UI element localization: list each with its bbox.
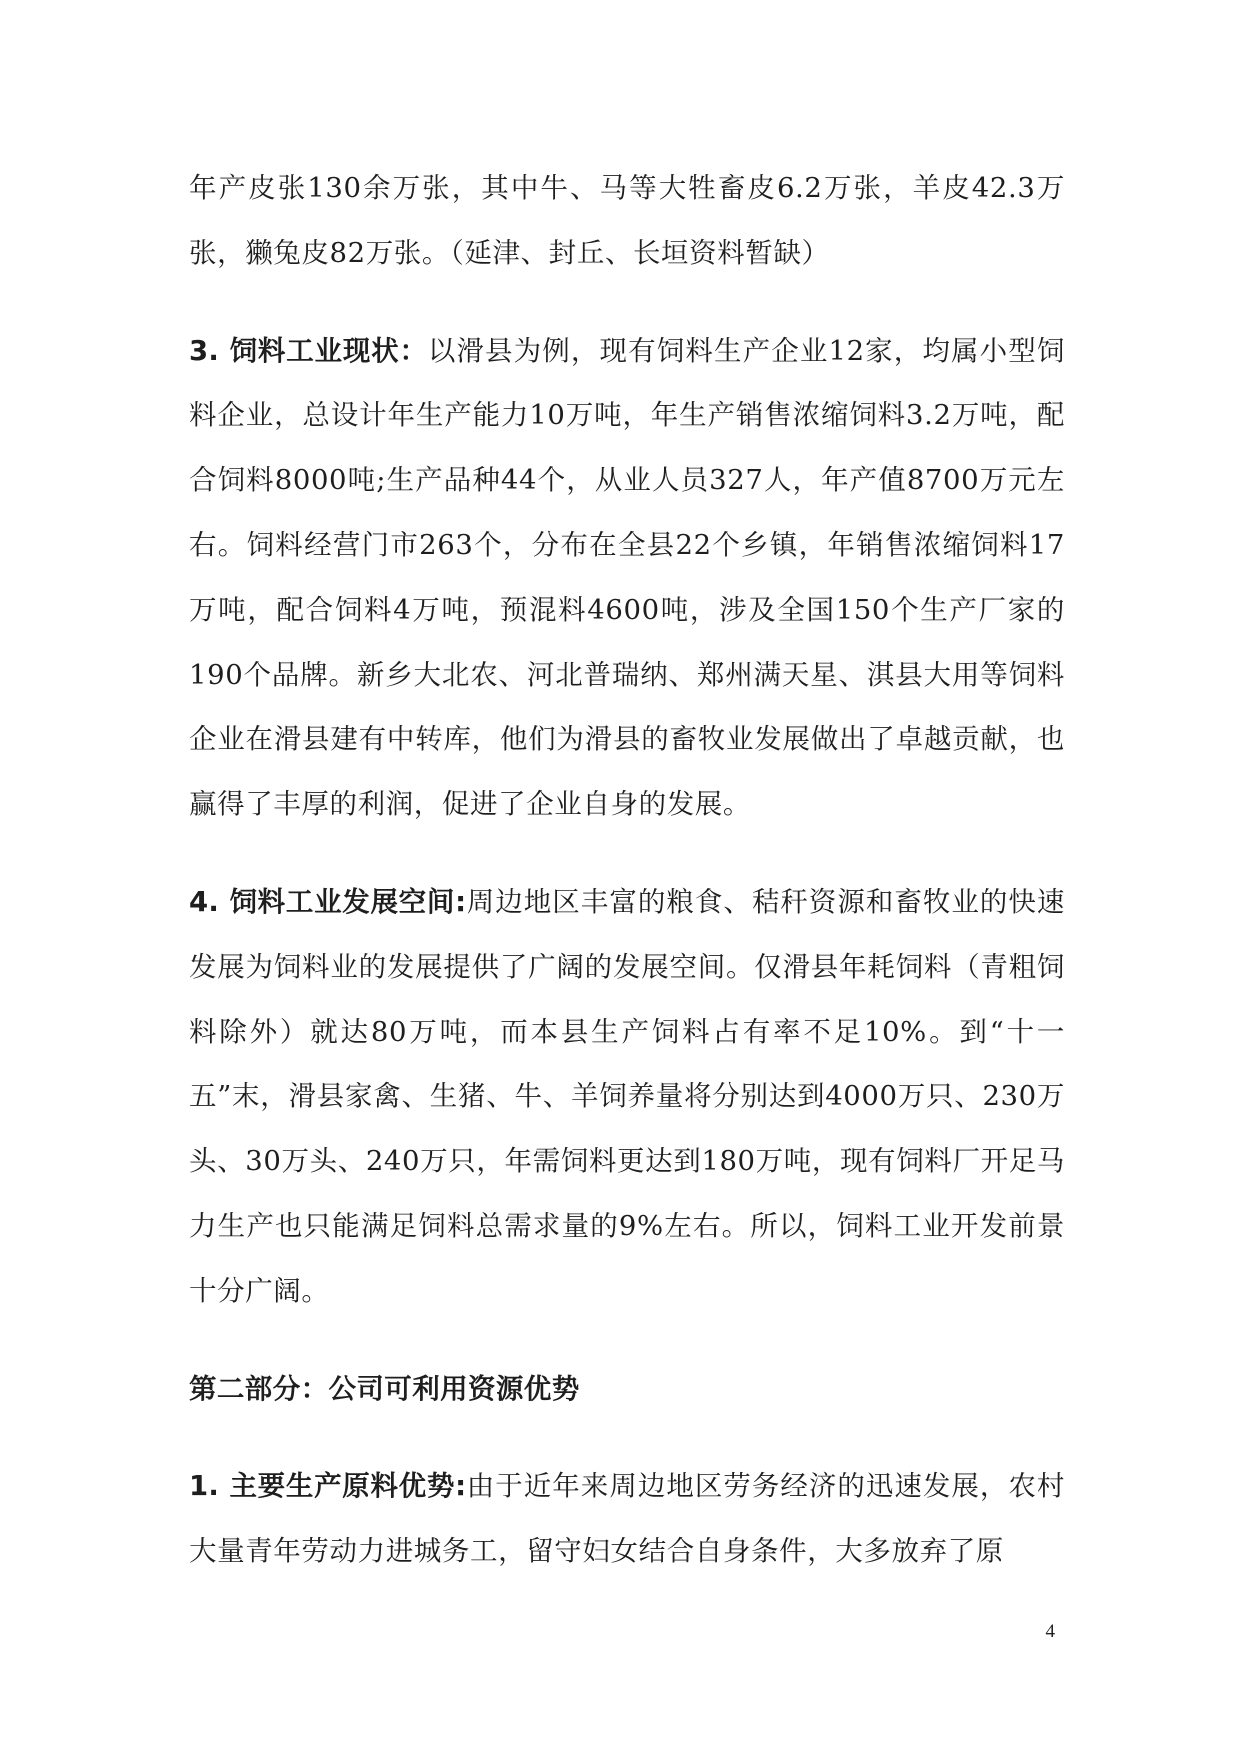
section-heading: 第二部分：公司可利用资源优势 [189, 1372, 580, 1405]
paragraph-text: 年产皮张130余万张，其中牛、马等大牲畜皮6.2万张，羊皮42.3万张，獭兔皮82万张。（延津、封丘、长垣资料暂缺） [189, 172, 1065, 269]
paragraph-raw-material-advantage [189, 1454, 1065, 1584]
paragraph-text: 由于近年来周边地区劳务经济的迅速发展，农村大量青年劳动力进城务工，留守妇女结合自身条件，大多放弃了原 [189, 1470, 1065, 1568]
paragraph-hide-production [189, 156, 1065, 286]
document-page [189, 156, 1065, 1584]
paragraph-feed-industry-status [189, 319, 1065, 837]
paragraph-lead-heading: 1. 主要生产原料优势: [189, 1470, 467, 1503]
paragraph-lead-heading: 4. 饲料工业发展空间: [189, 885, 467, 918]
page-number: 4 [1045, 1621, 1055, 1642]
paragraph-text: 周边地区丰富的粮食、秸秆资源和畜牧业的快速发展为饲料业的发展提供了广阔的发展空间。仅滑县年耗饲料（青粗饲料除外）就达80万吨，而本县生产饲料占有率不足10%。到“十一五”末，滑县家禽、生猪、牛、羊饲养量将分别达到4000万只、230万头、30万头、240万只，年需饲料更达到180万吨，现有饲料厂开足马力生产也只能满足饲料总需求量的9%左右。所以，饲料工业开发前景十分广阔。 [189, 885, 1065, 1307]
paragraph-lead-heading: 3. 饲料工业现状： [189, 334, 428, 367]
paragraph-text: 以滑县为例，现有饲料生产企业12家，均属小型饲料企业，总设计年生产能力10万吨，年生产销售浓缩饲料3.2万吨，配合饲料8000吨;生产品种44个，从业人员327人，年产值8700万元左右。饲料经营门市263个，分布在全县22个乡镇，年销售浓缩饲料17万吨，配合饲料4万吨，预混料4600吨，涉及全国150个生产厂家的190个品牌。新乡大北农、河北普瑞纳、郑州满天星、淇县大用等饲料企业在滑县建有中转库，他们为滑县的畜牧业发展做出了卓越贡献，也赢得了丰厚的利润，促进了企业自身的发展。 [189, 334, 1065, 821]
paragraph-feed-industry-space [189, 870, 1065, 1324]
